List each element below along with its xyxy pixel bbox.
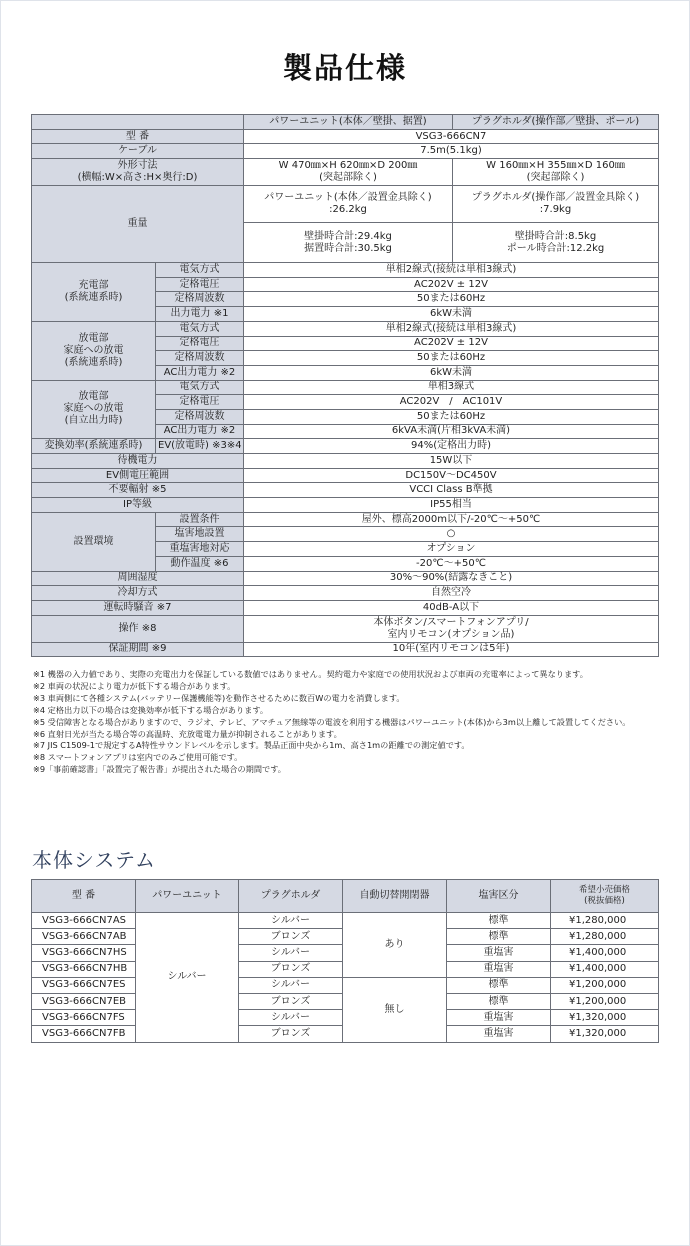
discharge-section-label: 放電部 家庭への放電 (系統連系時) — [32, 321, 156, 380]
plug-cell: ブロンズ — [239, 961, 343, 977]
footnote: ※6 直射日光が当たる場合等の高温時、充放電電力量が抑制されることがあります。 — [33, 728, 342, 739]
weight-plug-body: プラグホルダ(操作部／設置金具除く) :7.9kg — [453, 186, 659, 223]
environment-row-value: -20℃〜+50℃ — [244, 556, 659, 571]
price-cell: ¥1,200,000 — [551, 993, 659, 1009]
weight-label: 重量 — [32, 186, 244, 263]
header-power-unit: パワーユニット — [136, 880, 239, 913]
charge-section-label: 充電部 (系統連系時) — [32, 263, 156, 322]
environment-row-value: オプション — [244, 542, 659, 557]
environment-row-value: 屋外、標高2000m以下/-20℃〜+50℃ — [244, 512, 659, 527]
cable-value: 7.5m(5.1kg) — [244, 144, 659, 159]
model-cell: VSG3-666CN7EB — [32, 993, 136, 1009]
charge-row-value: 6kW未満 — [244, 307, 659, 322]
header-plug-holder: プラグホルダ — [239, 880, 343, 913]
humidity-label: 周囲湿度 — [32, 571, 244, 586]
charge-row-label: 定格周波数 — [156, 292, 244, 307]
noise-label: 運転時騒音 ※7 — [32, 600, 244, 615]
discharge-row-label: AC出力電力 ※2 — [156, 365, 244, 380]
salt-cell: 標準 — [447, 929, 551, 945]
charge-row-label: 電気方式 — [156, 263, 244, 278]
self-output-row-value: 6kVA未満(片相3kVA未満) — [244, 424, 659, 439]
salt-cell: 標準 — [447, 977, 551, 993]
noise-value: 40dB-A以下 — [244, 600, 659, 615]
radiation-value: VCCI Class B準拠 — [244, 483, 659, 498]
self-output-row-label: 定格電圧 — [156, 395, 244, 410]
table-row — [32, 977, 659, 993]
price-cell: ¥1,400,000 — [551, 945, 659, 961]
standby-label: 待機電力 — [32, 454, 244, 469]
self-output-row-label: AC出力電力 ※2 — [156, 424, 244, 439]
efficiency-sub-label: EV(放電時) ※3※4 — [156, 439, 244, 454]
plug-cell: シルバー — [239, 977, 343, 993]
footnote: ※7 JIS C1509-1で規定するA特性サウンドレベルを示します。製品正面中央から1m、高さ1mの距離での測定値です。 — [33, 740, 470, 751]
price-cell: ¥1,400,000 — [551, 961, 659, 977]
charge-row-value: 単相2線式(接続は単相3線式) — [244, 263, 659, 278]
price-cell: ¥1,280,000 — [551, 929, 659, 945]
salt-cell: 重塩害 — [447, 961, 551, 977]
ip-label: IP等級 — [32, 498, 244, 513]
salt-cell: 重塩害 — [447, 945, 551, 961]
salt-cell: 重塩害 — [447, 1026, 551, 1042]
footnote: ※2 車両の状況により電力が低下する場合があります。 — [33, 680, 236, 691]
footnotes — [33, 669, 673, 776]
charge-row-label: 出力電力 ※1 — [156, 307, 244, 322]
charge-row-value: AC202V ± 12V — [244, 277, 659, 292]
salt-cell: 重塩害 — [447, 1010, 551, 1026]
discharge-row-value: 6kW未満 — [244, 365, 659, 380]
auto-switch-cell: 無し — [343, 977, 447, 1042]
warranty-label: 保証期間 ※9 — [32, 642, 244, 657]
self-output-section-label: 放電部 家庭への放電 (自立出力時) — [32, 380, 156, 439]
discharge-row-label: 電気方式 — [156, 321, 244, 336]
price-cell: ¥1,280,000 — [551, 913, 659, 929]
environment-row-label: 動作温度 ※6 — [156, 556, 244, 571]
discharge-row-label: 定格電圧 — [156, 336, 244, 351]
model-cell: VSG3-666CN7HS — [32, 945, 136, 961]
system-table — [31, 879, 659, 1043]
charge-row-value: 50または60Hz — [244, 292, 659, 307]
model-cell: VSG3-666CN7FS — [32, 1010, 136, 1026]
self-output-row-value: AC202V / AC101V — [244, 395, 659, 410]
self-output-row-label: 電気方式 — [156, 380, 244, 395]
salt-cell: 標準 — [447, 913, 551, 929]
environment-row-label: 設置条件 — [156, 512, 244, 527]
footnote: ※5 受信障害となる場合がありますので、ラジオ、テレビ、アマチュア無線等の電波を利用する機器はパワーユニット(本体)から3m以上離して設置してください。 — [33, 716, 631, 727]
self-output-row-label: 定格周波数 — [156, 409, 244, 424]
salt-cell: 標準 — [447, 993, 551, 1009]
model-cell: VSG3-666CN7AB — [32, 929, 136, 945]
footnote: ※9「事前確認書」「設置完了報告書」が提出された場合の期間です。 — [33, 764, 286, 775]
model-cell: VSG3-666CN7ES — [32, 977, 136, 993]
header-plug-holder: プラグホルダ(操作部／壁掛、ポール) — [453, 115, 659, 130]
plug-cell: シルバー — [239, 913, 343, 929]
discharge-row-label: 定格周波数 — [156, 351, 244, 366]
price-cell: ¥1,320,000 — [551, 1010, 659, 1026]
plug-cell: シルバー — [239, 945, 343, 961]
discharge-row-value: AC202V ± 12V — [244, 336, 659, 351]
power-unit-cell: シルバー — [136, 913, 239, 1043]
efficiency-value: 94%(定格出力時) — [244, 439, 659, 454]
cooling-label: 冷却方式 — [32, 586, 244, 601]
plug-cell: ブロンズ — [239, 1026, 343, 1042]
price-cell: ¥1,200,000 — [551, 977, 659, 993]
header-model: 型 番 — [32, 880, 136, 913]
footnote: ※1 機器の入力値であり、実際の充電出力を保証している数値ではありません。契約電力や家庭での使用状況および車両の充電率によって異なります。 — [33, 669, 588, 679]
cable-label: ケーブル — [32, 144, 244, 159]
dimensions-plug: W 160㎜×H 355㎜×D 160㎜ (突起部除く) — [453, 159, 659, 186]
table-row — [32, 913, 659, 929]
environment-row-label: 重塩害地対応 — [156, 542, 244, 557]
model-value: VSG3-666CN7 — [244, 129, 659, 144]
header-power-unit: パワーユニット(本体／壁掛、据置) — [244, 115, 453, 130]
environment-label: 設置環境 — [32, 512, 156, 571]
plug-cell: シルバー — [239, 1010, 343, 1026]
humidity-value: 30%〜90%(結露なきこと) — [244, 571, 659, 586]
cooling-value: 自然空冷 — [244, 586, 659, 601]
self-output-row-value: 単相3線式 — [244, 380, 659, 395]
warranty-value: 10年(室内リモコンは5年) — [244, 642, 659, 657]
model-cell: VSG3-666CN7FB — [32, 1026, 136, 1042]
spec-table — [31, 114, 659, 657]
operation-label: 操作 ※8 — [32, 615, 244, 642]
discharge-row-value: 50または60Hz — [244, 351, 659, 366]
plug-cell: ブロンズ — [239, 929, 343, 945]
model-cell: VSG3-666CN7AS — [32, 913, 136, 929]
footnote: ※4 定格出力以下の場合は変換効率が低下する場合があります。 — [33, 704, 269, 715]
operation-value: 本体ボタン/スマートフォンアプリ/ 室内リモコン(オプション品) — [244, 615, 659, 642]
model-label: 型 番 — [32, 129, 244, 144]
header-salt-class: 塩害区分 — [447, 880, 551, 913]
price-cell: ¥1,320,000 — [551, 1026, 659, 1042]
header-auto-switch: 自動切替開閉器 — [343, 880, 447, 913]
discharge-row-value: 単相2線式(接続は単相3線式) — [244, 321, 659, 336]
auto-switch-cell: あり — [343, 913, 447, 978]
model-cell: VSG3-666CN7HB — [32, 961, 136, 977]
header-blank — [32, 115, 244, 130]
footnote: ※3 車両側にて各種システム(バッテリー保護機能等)を動作させるために数百Wの電力を消費します。 — [33, 692, 405, 703]
environment-row-label: 塩害地設置 — [156, 527, 244, 542]
weight-power-total: 壁掛時合計:29.4kg 据置時合計:30.5kg — [244, 223, 453, 263]
footnote: ※8 スマートフォンアプリは室内でのみご使用可能です。 — [33, 752, 243, 763]
ev-voltage-value: DC150V〜DC450V — [244, 468, 659, 483]
ev-voltage-label: EV側電圧範囲 — [32, 468, 244, 483]
standby-value: 15W以下 — [244, 454, 659, 469]
efficiency-label: 変換効率(系統連系時) — [32, 439, 156, 454]
system-section-title: 本体システム — [32, 848, 156, 872]
self-output-row-value: 50または60Hz — [244, 409, 659, 424]
header-price: 希望小売価格 (税抜価格) — [551, 880, 659, 913]
environment-row-value: ○ — [244, 527, 659, 542]
dimensions-power: W 470㎜×H 620㎜×D 200㎜ (突起部除く) — [244, 159, 453, 186]
weight-plug-total: 壁掛時合計:8.5kg ポール時合計:12.2kg — [453, 223, 659, 263]
ip-value: IP55相当 — [244, 498, 659, 513]
charge-row-label: 定格電圧 — [156, 277, 244, 292]
radiation-label: 不要輻射 ※5 — [32, 483, 244, 498]
page-title: 製品仕様 — [282, 51, 407, 85]
weight-power-body: パワーユニット(本体／設置金具除く) :26.2kg — [244, 186, 453, 223]
dimensions-label: 外形寸法 (横幅:W×高さ:H×奥行:D) — [32, 159, 244, 186]
plug-cell: ブロンズ — [239, 993, 343, 1009]
